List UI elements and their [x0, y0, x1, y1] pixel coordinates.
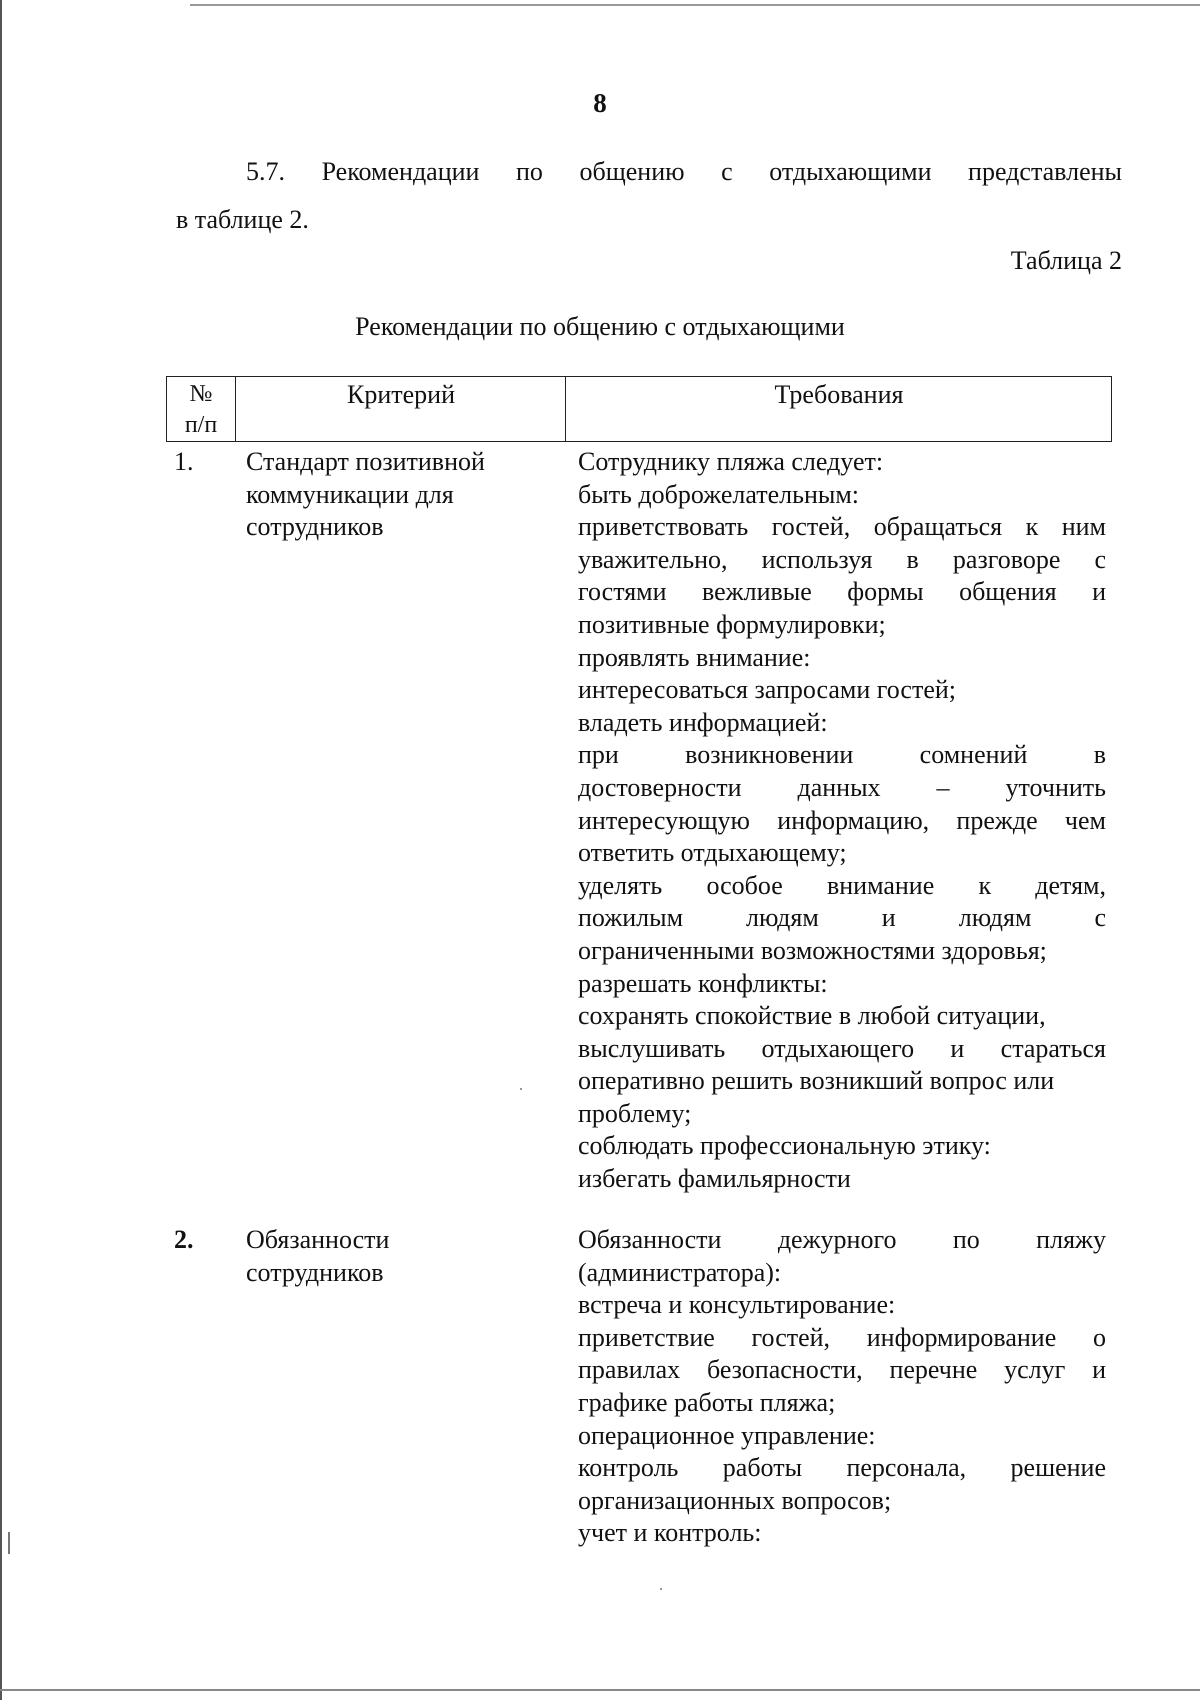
requirement-line: ответить отдыхающему;	[578, 838, 847, 868]
scan-edge-left	[0, 0, 2, 1700]
requirement-line: проявлять внимание:	[578, 642, 811, 672]
table-header	[166, 376, 1112, 442]
row-number: 1.	[174, 447, 194, 476]
requirement-line: встреча и консультирование:	[578, 1290, 896, 1320]
scan-mark	[8, 1532, 10, 1554]
requirement-line: проблему;	[578, 1098, 692, 1128]
requirement-line: соблюдать профессиональную этику:	[578, 1131, 991, 1161]
requirement-line: уважительно, используя в разговоре с	[578, 544, 1106, 574]
requirement-line: организационных вопросов;	[578, 1485, 892, 1515]
header-number-line-1: №	[189, 381, 213, 407]
requirement-line: контроль работы персонала, решение	[578, 1453, 1106, 1483]
header-requirements: Требования	[774, 380, 904, 409]
criterion-line: Стандарт позитивной	[246, 447, 485, 476]
header-divider	[565, 377, 566, 441]
requirement-line: выслушивать отдыхающего и стараться	[578, 1033, 1106, 1063]
requirement-line: сохранять спокойствие в любой ситуации,	[578, 1001, 1046, 1031]
requirement-line: избегать фамильярности	[578, 1164, 851, 1194]
row-requirements	[578, 1224, 1106, 1550]
row-number: 2.	[174, 1225, 194, 1254]
requirement-line: владеть информацией:	[578, 707, 828, 737]
requirement-line: ограниченными возможностями здоровья;	[578, 935, 1047, 965]
criterion-line: Обязанности	[246, 1225, 390, 1254]
requirement-line: оперативно решить возникший вопрос или	[578, 1066, 1055, 1096]
requirement-line: правилах безопасности, перечне услуг и	[578, 1355, 1106, 1385]
intro-line-1: 5.7. Рекомендации по общению с отдыхающими представлены	[246, 157, 1122, 186]
requirement-line: интересоваться запросами гостей;	[578, 675, 957, 705]
requirement-line: (администратора):	[578, 1257, 782, 1287]
header-divider	[235, 377, 236, 441]
requirement-line: гостями вежливые формы общения и	[578, 577, 1106, 607]
header-number	[167, 379, 235, 441]
requirement-line: достоверности данных – уточнить	[578, 772, 1106, 802]
row-criterion	[246, 446, 546, 544]
header-number-line-2: п/п	[184, 412, 218, 438]
requirement-line: операционное управление:	[578, 1420, 876, 1450]
scan-edge-top	[190, 4, 1200, 6]
scan-edge-bottom	[0, 1689, 1200, 1691]
page-number: 8	[593, 88, 607, 118]
criterion-line: коммуникации для	[246, 479, 454, 509]
scan-speck	[520, 1088, 522, 1090]
requirement-line: интересующую информацию, прежде чем	[578, 805, 1106, 835]
scan-speck	[660, 1588, 662, 1590]
row-criterion	[246, 1224, 546, 1289]
requirement-line: приветствие гостей, информирование о	[578, 1322, 1106, 1352]
requirement-line: Обязанности дежурного по пляжу	[578, 1225, 1106, 1254]
table-title: Рекомендации по общению с отдыхающими	[355, 312, 845, 341]
requirement-line: уделять особое внимание к детям,	[578, 870, 1106, 900]
table-label: Таблица 2	[1010, 246, 1122, 275]
requirement-line: учет и контроль:	[578, 1518, 762, 1548]
requirement-line: Сотруднику пляжа следует:	[578, 447, 884, 476]
row-requirements	[578, 446, 1106, 1196]
requirement-line: приветствовать гостей, обращаться к ним	[578, 512, 1106, 542]
intro-line-2: в таблице 2.	[176, 205, 309, 234]
requirement-line: пожилым людям и людям с	[578, 903, 1106, 933]
requirement-line: при возникновении сомнений в	[578, 740, 1106, 770]
requirement-line: графике работы пляжа;	[578, 1387, 836, 1417]
requirement-line: разрешать конфликты:	[578, 968, 828, 998]
requirement-line: позитивные формулировки;	[578, 609, 886, 639]
criterion-line: сотрудников	[246, 1257, 384, 1287]
intro-paragraph	[176, 148, 1122, 244]
requirement-line: быть доброжелательным:	[578, 479, 860, 509]
criterion-line: сотрудников	[246, 512, 384, 542]
header-criterion: Критерий	[347, 380, 455, 409]
